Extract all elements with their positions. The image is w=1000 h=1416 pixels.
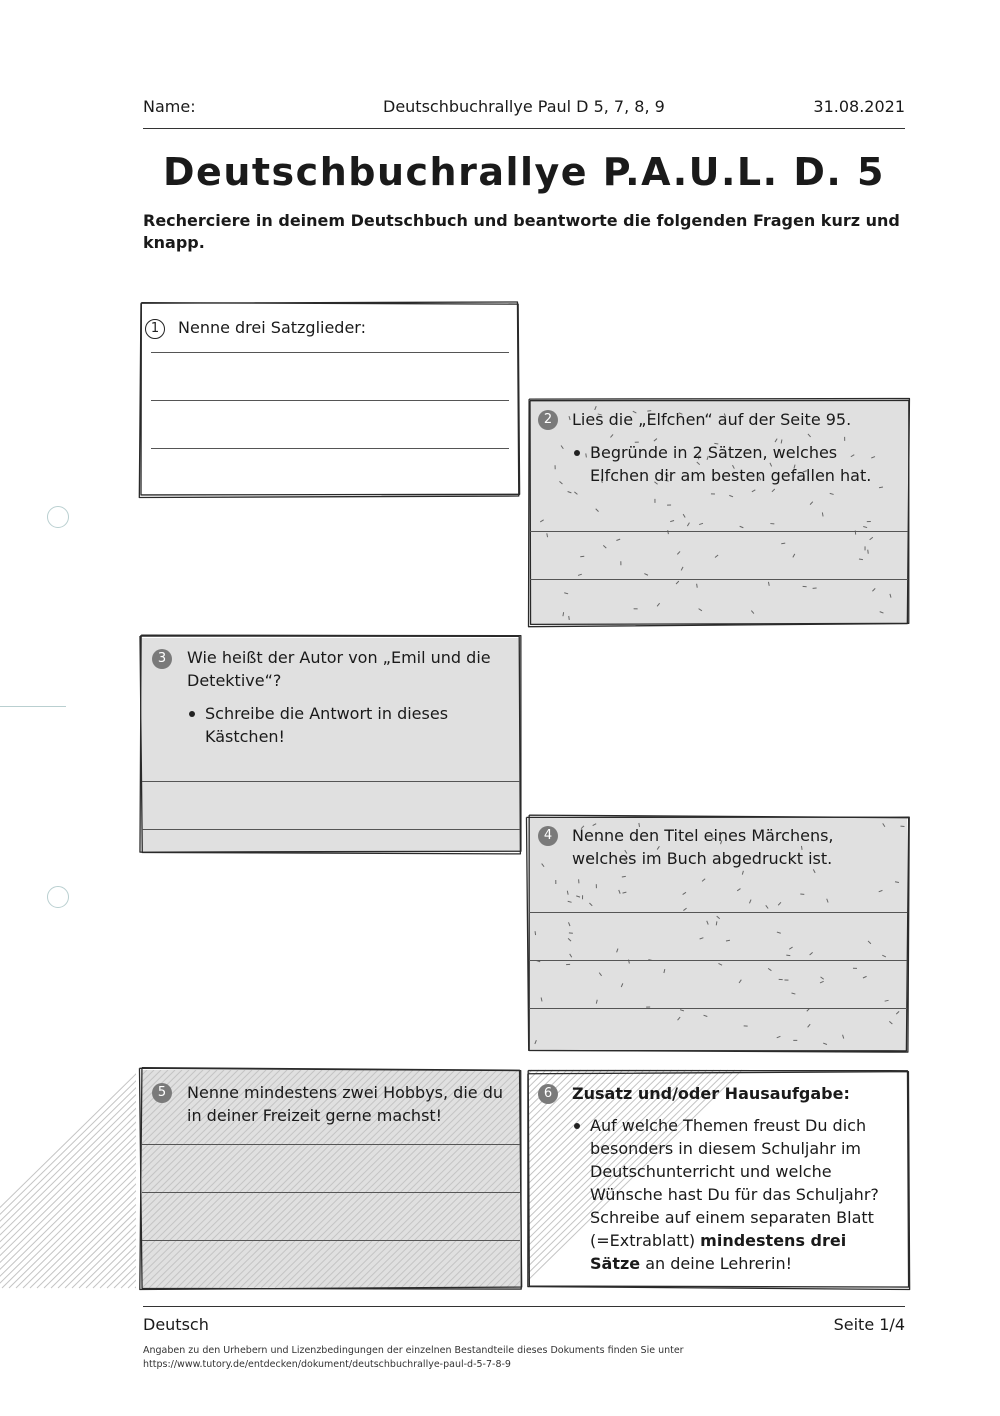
- task-box-6: [528, 1071, 910, 1289]
- credits-link[interactable]: https://www.tutory.de/entdecken/dokument/deutschbuchrallye-paul-d-5-7-8-9: [143, 1359, 511, 1370]
- answer-line[interactable]: [142, 1240, 520, 1241]
- credits-text: Angaben zu den Urhebern und Lizenzbedingungen der einzelnen Bestandteile dieses Dokuments finden Sie unter: [143, 1345, 684, 1356]
- task-number-badge: 4: [538, 826, 558, 846]
- bullet-emphasis: mindestens drei Sätze: [590, 1231, 847, 1273]
- page-title: Deutschbuchrallye P.A.U.L. D. 5: [163, 150, 885, 194]
- box-sketch-frame: [528, 398, 910, 626]
- task-bullet: Schreibe die Antwort in dieses Kästchen!: [187, 702, 487, 748]
- answer-line[interactable]: [142, 781, 520, 782]
- task-question: Zusatz und/oder Hausaufgabe:: [572, 1084, 850, 1103]
- answer-line[interactable]: [142, 1144, 520, 1145]
- page-footer: [143, 1306, 905, 1334]
- task-question: Lies die „Elfchen“ auf der Seite 95.: [572, 410, 852, 429]
- task-box-5: [140, 1068, 522, 1290]
- answer-line[interactable]: [529, 912, 907, 913]
- answer-line[interactable]: [151, 352, 509, 353]
- answer-line[interactable]: [530, 531, 908, 532]
- task-number-badge: 2: [538, 410, 558, 430]
- instructions: Recherciere in deinem Deutschbuch und beantworte die folgenden Fragen kurz und knapp.: [143, 211, 900, 252]
- task-question: Nenne mindestens zwei Hobbys, die du in deiner Freizeit gerne machst!: [187, 1083, 504, 1125]
- task-box-1: [140, 302, 520, 497]
- bullet-text-end: an deine Lehrerin!: [640, 1254, 793, 1273]
- task-box-2: [528, 398, 910, 626]
- task-bullet: Begründe in 2 Sätzen, welches Elfchen dir am besten gefallen hat.: [572, 441, 892, 487]
- answer-line[interactable]: [529, 960, 907, 961]
- name-label: Name:: [143, 97, 196, 116]
- task-question: Wie heißt der Autor von „Emil und die Detektive“?: [187, 648, 491, 690]
- page-header: [143, 95, 905, 129]
- credits-notice: [143, 1344, 905, 1372]
- answer-line[interactable]: [151, 448, 509, 449]
- answer-line[interactable]: [151, 400, 509, 401]
- answer-line[interactable]: [142, 1192, 520, 1193]
- bullet-text: Auf welche Themen freust Du dich besonders in diesem Schuljahr im Deutschunterricht und welche Wünsche hast Du für das Schuljahr? Schreibe auf einem separaten Blatt (=Extrablatt): [590, 1116, 879, 1250]
- task-box-4: [527, 815, 909, 1053]
- binder-hole-bottom: [47, 886, 69, 908]
- task-number-badge: 5: [152, 1083, 172, 1103]
- answer-line[interactable]: [529, 1008, 907, 1009]
- footer-page-number: Seite 1/4: [833, 1315, 905, 1334]
- binder-hole-top: [47, 506, 69, 528]
- task-bullet: [572, 1114, 894, 1275]
- footer-subject: Deutsch: [143, 1315, 209, 1334]
- task-number-badge: 6: [538, 1084, 558, 1104]
- document-date: 31.08.2021: [813, 97, 905, 116]
- document-title: Deutschbuchrallye Paul D 5, 7, 8, 9: [383, 97, 665, 116]
- task-number-badge: 1: [145, 319, 165, 339]
- task-question: Nenne drei Satzglieder:: [178, 318, 366, 337]
- fold-mark: [0, 706, 66, 707]
- task-number-badge: 3: [152, 649, 172, 669]
- task-box-3: [140, 636, 522, 853]
- answer-line[interactable]: [530, 579, 908, 580]
- answer-line[interactable]: [142, 829, 520, 830]
- task-question: Nenne den Titel eines Märchens, welches im Buch abgedruckt ist.: [572, 826, 834, 868]
